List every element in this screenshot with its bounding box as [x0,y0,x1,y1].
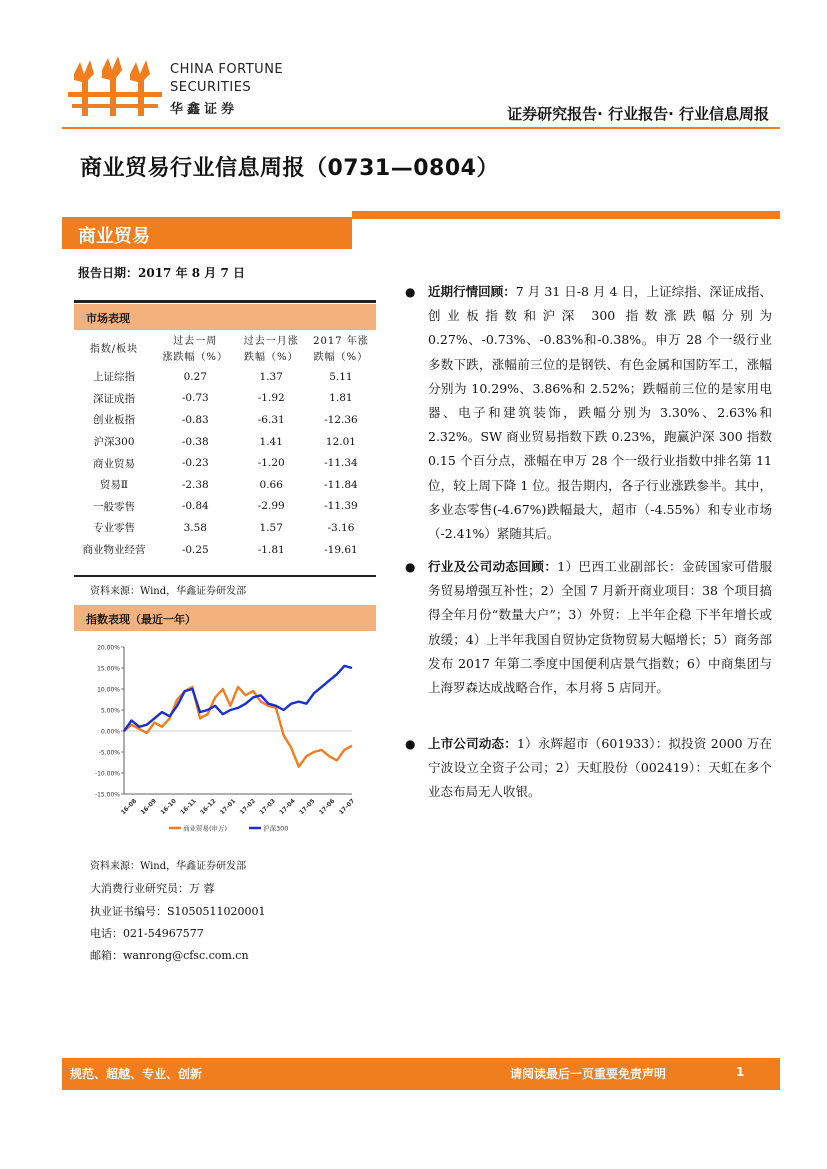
ytd-change: -3.16 [327,521,355,534]
x-tick-label: 17-05 [298,797,317,817]
market-review-paragraph [428,280,772,546]
brand-name-chinese: 华鑫证券 [170,102,239,117]
brand-name-english-line1: CHINA FORTUNE [170,62,284,77]
month-change: -6.31 [257,413,285,426]
x-tick-label: 16-09 [139,797,159,817]
x-tick-label: 16-10 [159,797,178,817]
market-table-title: 市场表现 [86,312,130,325]
ytd-change: -11.34 [324,457,358,470]
x-tick-label: 17-03 [258,797,277,817]
month-change: 0.66 [259,478,283,491]
phone: 电话：021-54967577 [90,927,204,940]
section-label: 行业及公司动态回顾： [428,559,558,574]
market-performance-table [74,334,376,560]
table-row [74,517,376,539]
index-name: 商业贸易 [93,457,135,470]
week-change: -0.38 [181,435,209,448]
brand-name-english-line2: SECURITIES [170,80,252,95]
market-table-source: 资料来源：Wind，华鑫证券研发部 [90,586,247,597]
column-header-unit: 跌幅（%） [243,352,299,363]
x-tick-label: 17-04 [278,797,297,817]
column-header: 过去一月涨 [243,336,299,347]
table-row [74,474,376,496]
week-change: -0.84 [181,500,209,513]
x-tick-label: 17-02 [238,797,258,817]
index-name: 创业板指 [93,414,135,427]
bullet-icon: ● [405,560,416,574]
bullet-icon: ● [405,285,416,299]
week-change: -2.38 [181,478,209,491]
footer-disclaimer: 请阅读最后一页重要免责声明 [510,1067,667,1081]
sector-banner-stripe [352,211,780,219]
y-tick-label: 20.00% [97,644,120,652]
column-header-unit: 涨跌幅（%） [162,352,229,363]
ytd-change: -11.39 [324,500,358,513]
license-number: 执业证书编号：S1050511020001 [90,905,266,918]
section-text: 7 月 31 日-8 月 4 日，上证综指、深证成指、创业板指数和沪深 300 指数涨跌幅分别为 0.27%、-0.73%、-0.83%和-0.38%。申万 28 个一级行业多数下跌，涨幅前三位的是钢铁、有色金属和国防军工，涨幅分别为 10.29%、3.86%和 2.52%；跌幅前三位的是家用电器、电子和建筑装饰，跌幅分别为 3.30%、2.63%和 2.32%。SW 商业贸易指数下跌 0.23%，跑赢沪深 300 指数 0.15 个百分点，涨幅在申万 28 个一级行业指数中排名第 11 位，较上周下降 1 位。报告期内，各子行业涨跌参半。其中，多业态零售(-4.67%)跌幅最大，超市（-4.55%）和专业市场（-2.41%）紧随其后。 [428,284,772,542]
column-header: 2017 年涨 [313,336,369,347]
legend-label: 沪深300 [263,824,289,833]
index-name: 专业零售 [93,522,135,535]
y-tick-label: -15.00% [94,791,120,799]
series-line [124,666,352,731]
column-header: 过去一周 [173,336,218,347]
section-text: 1）巴西工业副部长：金砖国家可借服务贸易增强互补性；2）全国 7 月新开商业项目：38 个项目搞得全年月份“数量大户”；3）外贸：上半年企稳 下半年增长或放缓；4）上半年我国自贸协定货物贸易大幅增长；5）商务部发布 2017 年第二季度中国便利店景气指数；6）中商集团与上海罗森达成战略合作，本月将 5 店同开。 [428,559,772,696]
index-name: 上证综指 [93,371,135,384]
page-number: 1 [736,1065,745,1079]
month-change: 1.41 [259,435,283,448]
footer-motto: 规范、超越、专业、创新 [70,1067,203,1081]
ytd-change: 5.11 [329,370,353,383]
sector-label: 商业贸易 [78,226,150,247]
series-line [124,687,352,767]
ytd-change: -12.36 [324,413,358,426]
y-tick-label: 0.00% [100,728,120,736]
ytd-change: 12.01 [325,435,356,448]
month-change: -1.81 [257,543,285,556]
report-type: 证券研究报告· 行业报告· 行业信息周报 [507,105,769,123]
ytd-change: -11.84 [324,478,358,491]
table-header-row [74,334,376,350]
x-tick-label: 16-08 [119,797,139,817]
index-name: 深证成指 [93,392,135,405]
table-row [74,452,376,474]
y-tick-label: -5.00% [98,749,120,757]
month-change: -1.20 [257,457,285,470]
report-date: 报告日期：2017 年 8 月 7 日 [78,266,245,280]
ytd-change: -19.61 [324,543,358,556]
section-label: 近期行情回顾： [428,284,516,299]
table-row [74,539,376,561]
week-change: 3.58 [183,521,207,534]
week-change: -0.73 [181,392,209,405]
x-tick-label: 16-11 [179,797,198,817]
x-tick-label: 17-01 [218,797,238,817]
market-table-bottom-rule [74,575,376,577]
y-tick-label: 15.00% [97,665,120,673]
month-change: -1.92 [257,392,285,405]
column-header: 指数/板块 [89,344,139,355]
section-label: 上市公司动态： [428,736,517,751]
analyst-name: 大消费行业研究员：万 蓉 [90,882,215,895]
month-change: 1.57 [259,521,283,534]
index-name: 沪深300 [93,436,135,449]
section-text: 1）永辉超市（601933）：拟投资 2000 万在宁波设立全资子公司；2）天虹股份（002419）：天虹在多个业态布局无人收银。 [428,736,772,800]
week-change: -0.83 [181,413,209,426]
week-change: 0.27 [183,370,207,383]
table-row [74,388,376,410]
month-change: 1.37 [259,370,283,383]
x-tick-label: 17-06 [317,797,337,817]
listed-company-paragraph [428,732,772,805]
index-name: 商业物业经营 [82,544,146,557]
market-table-top-rule [74,300,376,303]
week-change: -0.25 [181,543,209,556]
industry-news-paragraph [428,555,772,700]
y-tick-label: 5.00% [100,707,120,715]
x-tick-label: 17-07 [337,797,357,817]
chart-title: 指数表现（最近一年） [86,613,196,626]
legend-label: 商业贸易(申万) [183,824,228,833]
table-row [74,409,376,431]
index-name: 一般零售 [93,500,135,513]
y-tick-label: 10.00% [97,686,120,694]
column-header-unit: 跌幅（%） [313,352,369,363]
x-tick-label: 16-12 [198,797,218,817]
index-performance-chart [74,631,376,849]
bullet-icon: ● [405,737,416,751]
page-title: 商业贸易行业信息周报（0731—0804） [80,156,499,181]
header-divider [62,127,780,129]
company-logo [66,56,166,122]
chart-source: 资料来源：Wind，华鑫证券研发部 [90,861,247,872]
table-row [74,496,376,518]
ytd-change: 1.81 [329,392,353,405]
index-name: 贸易Ⅱ [99,479,129,492]
table-row [74,366,376,388]
week-change: -0.23 [181,457,209,470]
table-row [74,431,376,453]
month-change: -2.99 [257,500,285,513]
email[interactable]: 邮箱：wanrong@cfsc.com.cn [90,949,249,962]
y-tick-label: -10.00% [94,770,120,778]
